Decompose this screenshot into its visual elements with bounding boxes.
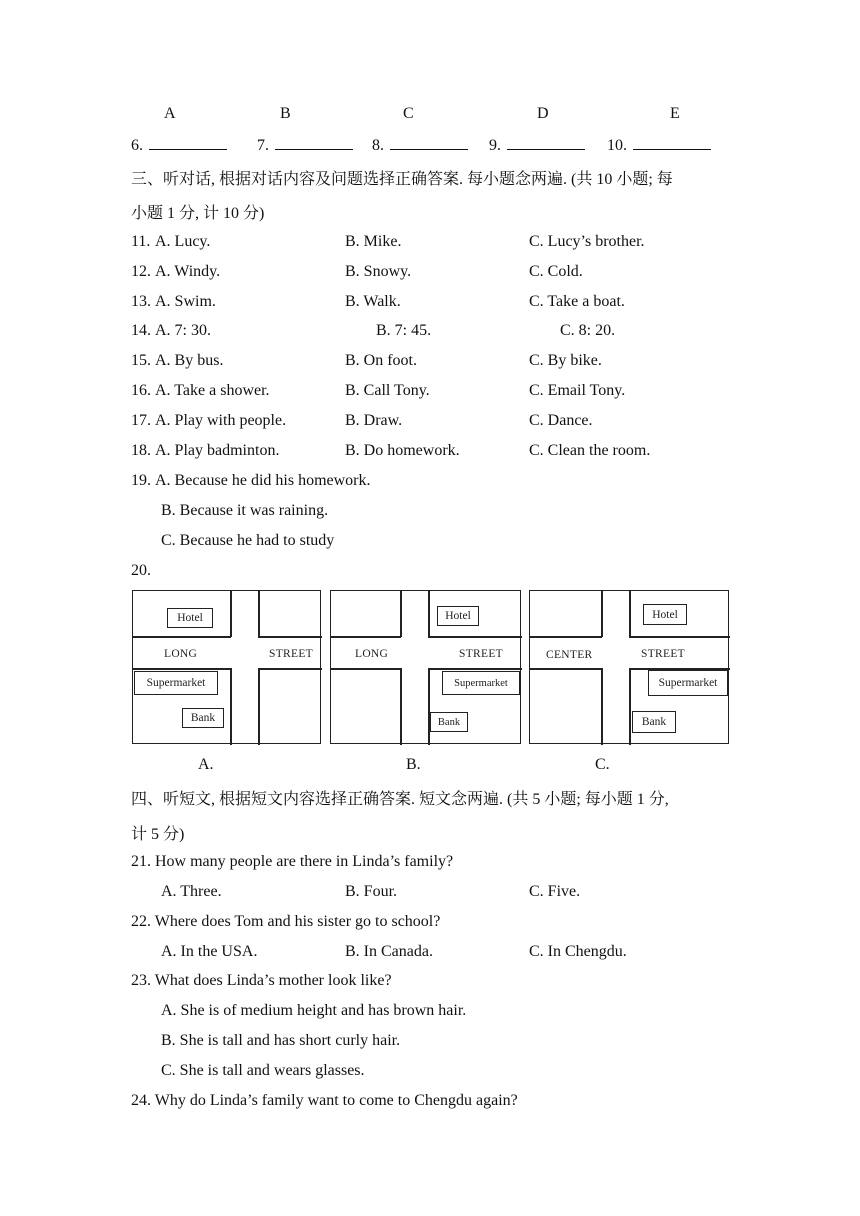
street-name-left: CENTER	[546, 649, 593, 661]
blank-number: 7.	[257, 137, 269, 154]
map-b-letter[interactable]: B.	[406, 756, 421, 773]
option-a[interactable]: A. Lucy.	[155, 233, 211, 250]
question-text: 23. What does Linda’s mother look like?	[131, 972, 392, 989]
pic-letter: E	[670, 105, 680, 122]
road-edge	[428, 668, 522, 670]
road-edge	[258, 668, 260, 745]
blank-number: 10.	[607, 137, 627, 154]
supermarket-label: Supermarket	[134, 671, 218, 695]
option-c[interactable]: C. Because he had to study	[161, 532, 335, 549]
road-edge	[133, 668, 231, 670]
street-name-right: STREET	[269, 648, 313, 660]
bank-label: Bank	[632, 711, 676, 733]
question-text: 21. How many people are there in Linda’s family?	[131, 853, 454, 870]
road-edge	[133, 636, 231, 638]
map-b[interactable]	[330, 590, 521, 744]
pic-letter: A	[164, 105, 176, 122]
option-b[interactable]: B. Mike.	[345, 233, 402, 250]
map-c-letter[interactable]: C.	[595, 756, 610, 773]
supermarket-label: Supermarket	[648, 670, 728, 696]
option-b[interactable]: B. Call Tony.	[345, 382, 430, 399]
option-b[interactable]: B. Do homework.	[345, 442, 460, 459]
option-c[interactable]: C. Email Tony.	[529, 382, 626, 399]
option-a[interactable]: A. Play with people.	[155, 412, 287, 429]
question-number: 19.	[131, 472, 151, 489]
option-c[interactable]: C. By bike.	[529, 352, 602, 369]
option-a[interactable]: A. By bus.	[155, 352, 224, 369]
option-a[interactable]: A. In the USA.	[161, 943, 258, 960]
option-c[interactable]: C. She is tall and wears glasses.	[161, 1062, 365, 1079]
pic-letter: D	[537, 105, 549, 122]
answer-blank[interactable]	[372, 135, 468, 155]
road-edge	[601, 591, 603, 637]
map-c[interactable]	[529, 590, 729, 744]
supermarket-label: Supermarket	[442, 671, 520, 695]
option-c[interactable]: C. In Chengdu.	[529, 943, 627, 960]
road-edge	[530, 636, 602, 638]
option-c[interactable]: C. Cold.	[529, 263, 583, 280]
option-b[interactable]: B. 7: 45.	[376, 322, 432, 339]
option-a[interactable]: A. 7: 30.	[155, 322, 211, 339]
option-b[interactable]: B. Snowy.	[345, 263, 412, 280]
option-a[interactable]: A. Because he did his homework.	[155, 472, 371, 489]
road-edge	[530, 668, 602, 670]
option-a[interactable]: A. Swim.	[155, 293, 216, 310]
blank-number: 6.	[131, 137, 143, 154]
question-number: 13.	[131, 293, 151, 310]
option-b[interactable]: B. Because it was raining.	[161, 502, 329, 519]
blank-line	[507, 135, 585, 150]
question-number: 14.	[131, 322, 151, 339]
answer-blank[interactable]	[607, 135, 711, 155]
road-edge	[230, 591, 232, 637]
pic-letter: B	[280, 105, 291, 122]
question-number: 20.	[131, 562, 151, 579]
question-number: 17.	[131, 412, 151, 429]
map-a[interactable]	[132, 590, 321, 744]
road-edge	[258, 668, 322, 670]
road-edge	[428, 636, 522, 638]
map-a-letter[interactable]: A.	[198, 756, 214, 773]
option-c[interactable]: C. Take a boat.	[529, 293, 625, 310]
blank-line	[275, 135, 353, 150]
option-c[interactable]: C. Clean the room.	[529, 442, 651, 459]
option-a[interactable]: A. Play badminton.	[155, 442, 280, 459]
road-edge	[400, 591, 402, 637]
option-a[interactable]: A. Take a shower.	[155, 382, 270, 399]
road-edge	[331, 636, 401, 638]
bank-label: Bank	[182, 708, 224, 728]
street-name-right: STREET	[641, 648, 685, 660]
road-edge	[629, 668, 631, 745]
road-edge	[629, 591, 631, 637]
road-edge	[258, 636, 322, 638]
street-name-left: LONG	[164, 648, 198, 660]
option-b[interactable]: B. Four.	[345, 883, 398, 900]
question-number: 16.	[131, 382, 151, 399]
answer-blank[interactable]	[257, 135, 353, 155]
hotel-label: Hotel	[167, 608, 213, 628]
section3-heading-line1: 三、听对话, 根据对话内容及问题选择正确答案. 每小题念两遍. (共 10 小题; 每	[131, 171, 673, 188]
road-edge	[428, 591, 430, 637]
question-text: 24. Why do Linda’s family want to come to Chengdu again?	[131, 1092, 518, 1109]
question-text: 22. Where does Tom and his sister go to school?	[131, 913, 441, 930]
street-name-right: STREET	[459, 648, 503, 660]
option-b[interactable]: B. Draw.	[345, 412, 403, 429]
question-number: 11.	[131, 233, 151, 250]
option-a[interactable]: A. Three.	[161, 883, 222, 900]
hotel-label: Hotel	[643, 604, 687, 625]
option-b[interactable]: B. In Canada.	[345, 943, 433, 960]
option-b[interactable]: B. Walk.	[345, 293, 401, 310]
question-number: 12.	[131, 263, 151, 280]
option-c[interactable]: C. 8: 20.	[560, 322, 616, 339]
option-c[interactable]: C. Dance.	[529, 412, 593, 429]
road-edge	[331, 668, 401, 670]
answer-blank[interactable]	[489, 135, 585, 155]
pic-letter: C	[403, 105, 414, 122]
road-edge	[601, 668, 603, 745]
answer-blank[interactable]	[131, 135, 227, 155]
option-b[interactable]: B. On foot.	[345, 352, 417, 369]
option-a[interactable]: A. She is of medium height and has brown hair.	[161, 1002, 467, 1019]
road-edge	[629, 636, 730, 638]
blank-line	[149, 135, 227, 150]
blank-line	[390, 135, 468, 150]
question-number: 18.	[131, 442, 151, 459]
bank-label: Bank	[430, 712, 468, 732]
blank-number: 9.	[489, 137, 501, 154]
blank-line	[633, 135, 711, 150]
option-b[interactable]: B. She is tall and has short curly hair.	[161, 1032, 401, 1049]
question-number: 15.	[131, 352, 151, 369]
road-edge	[230, 668, 232, 745]
section4-heading-line2: 计 5 分)	[131, 826, 185, 843]
blank-number: 8.	[372, 137, 384, 154]
road-edge	[400, 668, 402, 745]
option-c[interactable]: C. Lucy’s brother.	[529, 233, 645, 250]
road-edge	[428, 668, 430, 745]
street-name-left: LONG	[355, 648, 389, 660]
option-c[interactable]: C. Five.	[529, 883, 581, 900]
section4-heading-line1: 四、听短文, 根据短文内容选择正确答案. 短文念两遍. (共 5 小题; 每小题 1 分,	[131, 791, 669, 808]
section3-heading-line2: 小题 1 分, 计 10 分)	[131, 205, 265, 222]
option-a[interactable]: A. Windy.	[155, 263, 221, 280]
hotel-label: Hotel	[437, 606, 479, 626]
road-edge	[258, 591, 260, 637]
